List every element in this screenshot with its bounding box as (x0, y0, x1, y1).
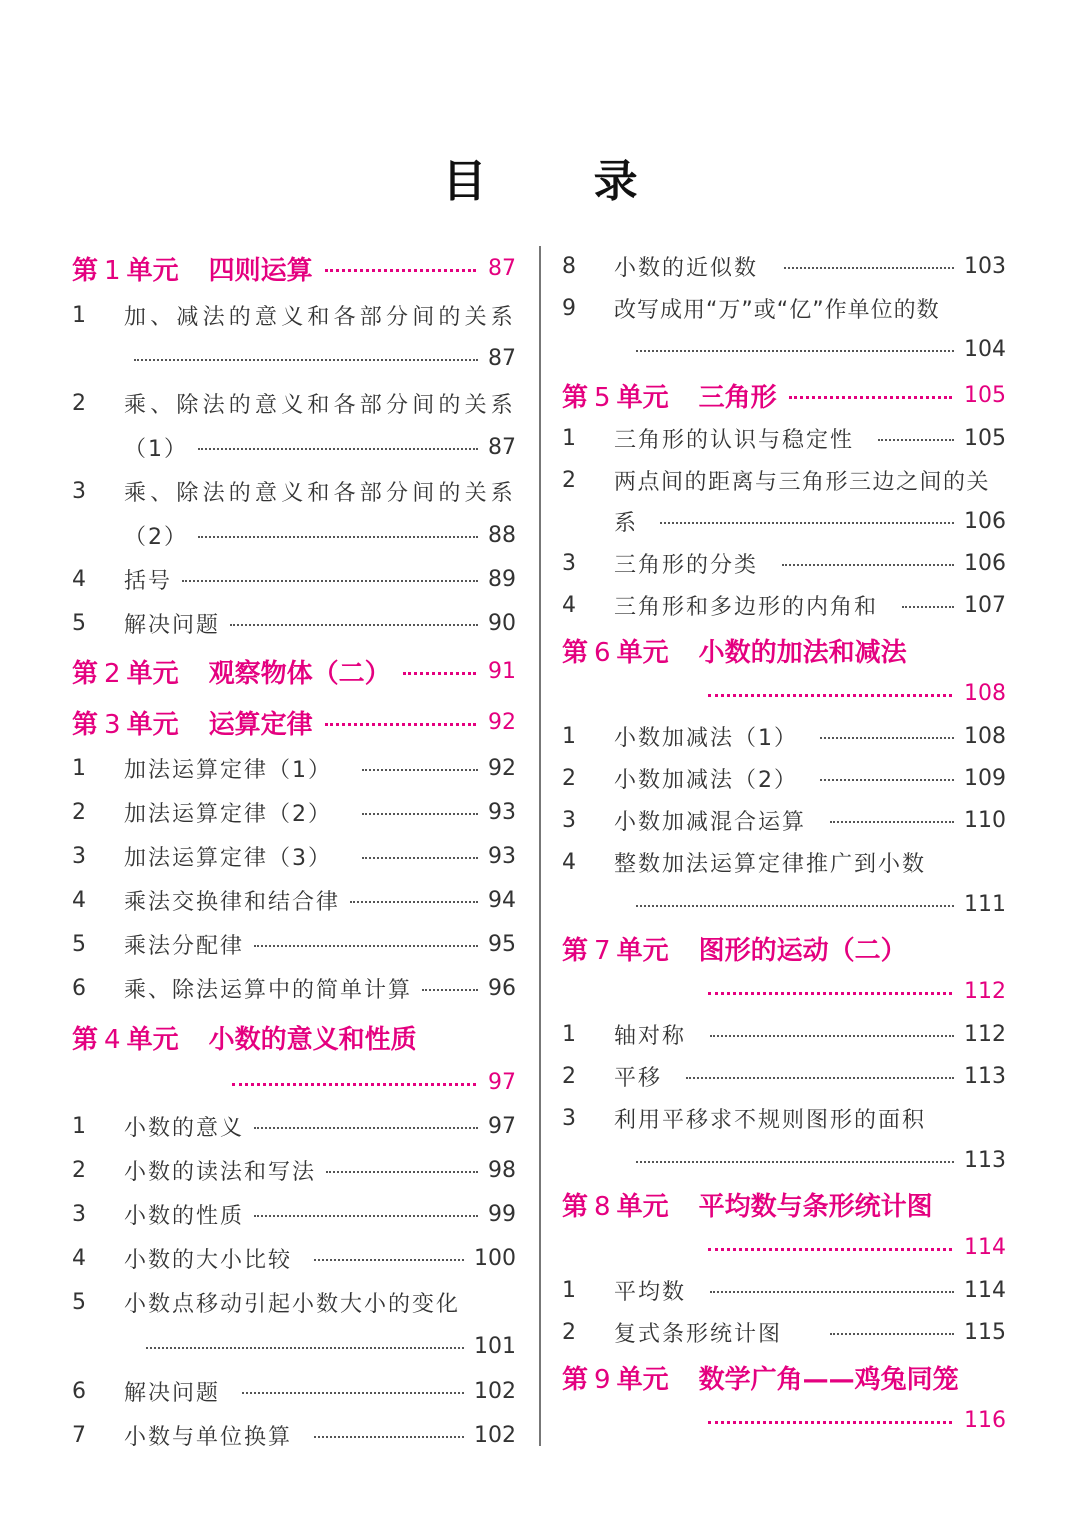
entry-number: 7 (72, 1422, 86, 1448)
unit-2-heading[interactable] (72, 651, 516, 691)
dot-leader (708, 694, 952, 697)
page-number: 103 (964, 253, 1006, 279)
dot-leader (326, 1171, 478, 1173)
entry-title: 整数加法运算定律推广到小数 (614, 851, 927, 877)
entry-number: 2 (72, 1157, 86, 1183)
entry-number: 1 (562, 425, 576, 451)
dot-leader (830, 1333, 954, 1335)
dot-leader (820, 737, 954, 739)
page-number: 97 (488, 1069, 516, 1095)
page-number: 115 (964, 1319, 1006, 1345)
entry-title: 小数加减法（1） (614, 725, 798, 751)
entry-title: 括号 (124, 568, 173, 594)
toc-entry[interactable] (72, 603, 516, 643)
toc-entry[interactable] (562, 585, 1006, 625)
dot-leader (362, 769, 478, 771)
dot-leader (710, 1291, 954, 1293)
page-number: 108 (964, 723, 1006, 749)
dot-leader (820, 779, 954, 781)
entry-title-cont: 系 (614, 510, 639, 536)
dot-leader (784, 267, 954, 269)
entry-number: 3 (72, 1201, 86, 1227)
toc-entry[interactable] (72, 880, 516, 920)
dot-leader (232, 1083, 476, 1086)
entry-title: 乘、除法的意义和各部分间的关系 (124, 480, 518, 506)
unit-label: 第 6 单元 (562, 637, 669, 668)
dot-leader (636, 350, 954, 352)
unit-label: 第 4 单元 (72, 1024, 179, 1055)
unit-title: 四则运算 (208, 255, 313, 286)
page-number: 90 (488, 610, 516, 636)
dot-leader (403, 672, 476, 675)
page-title: 目 录 (442, 156, 684, 207)
unit-7-heading[interactable] (562, 928, 1006, 968)
entry-number: 1 (562, 1021, 576, 1047)
toc-entry[interactable] (562, 1270, 1006, 1310)
toc-entry-continuation[interactable] (72, 338, 516, 378)
entry-title: 利用平移求不规则图形的面积 (614, 1107, 927, 1133)
unit-9-heading[interactable] (562, 1357, 1006, 1397)
unit-label: 第 2 单元 (72, 658, 179, 689)
toc-entry-continuation[interactable] (72, 1326, 516, 1366)
entry-title: 三角形的分类 (614, 552, 759, 578)
toc-entry[interactable] (562, 1098, 1006, 1138)
dot-leader (314, 1259, 464, 1261)
toc-entry-continuation[interactable] (562, 329, 1006, 369)
page-number: 87 (488, 345, 516, 371)
page-number: 114 (964, 1234, 1006, 1260)
unit-5-heading[interactable] (562, 375, 1006, 415)
dot-leader (254, 1215, 478, 1217)
page-number: 100 (474, 1245, 516, 1271)
page-number: 107 (964, 592, 1006, 618)
page-number: 92 (488, 709, 516, 735)
unit-label: 第 9 单元 (562, 1364, 669, 1395)
toc-entry[interactable] (562, 288, 1006, 328)
toc-entry[interactable] (562, 1014, 1006, 1054)
unit-title: 平均数与条形统计图 (698, 1191, 933, 1222)
column-divider (539, 246, 541, 1446)
unit-label: 第 7 单元 (562, 935, 669, 966)
entry-number: 2 (72, 390, 86, 416)
entry-number: 1 (562, 1277, 576, 1303)
toc-entry[interactable] (72, 748, 516, 788)
toc-entry[interactable] (562, 418, 1006, 458)
page-number: 87 (488, 255, 516, 281)
page-number: 94 (488, 887, 516, 913)
entry-title: 加法运算定律（3） (124, 845, 332, 871)
toc-entry[interactable] (562, 1056, 1006, 1096)
entry-number: 2 (562, 765, 576, 791)
entry-title: 小数加减法（2） (614, 767, 798, 793)
toc-entry-continuation[interactable] (562, 884, 1006, 924)
dot-leader (708, 1248, 952, 1251)
unit-label: 第 8 单元 (562, 1191, 669, 1222)
unit-title: 数学广角——鸡兔同笼 (698, 1364, 959, 1395)
dot-leader (708, 1421, 952, 1424)
entry-title: 小数点移动引起小数大小的变化 (124, 1291, 461, 1317)
dot-leader (325, 269, 476, 272)
entry-title: 乘法分配律 (124, 933, 245, 959)
toc-entry-continuation[interactable] (562, 501, 1006, 541)
dot-leader (198, 448, 478, 450)
dot-leader (242, 1392, 464, 1394)
entry-title: 三角形的认识与稳定性 (614, 427, 855, 453)
toc-entry[interactable] (562, 460, 1006, 500)
unit-title: 小数的加法和减法 (698, 637, 907, 668)
page-number: 99 (488, 1201, 516, 1227)
page-number: 112 (964, 1021, 1006, 1047)
dot-leader (422, 989, 478, 991)
unit-title: 三角形 (698, 382, 777, 413)
toc-entry-continuation[interactable] (562, 1140, 1006, 1180)
toc-entry[interactable] (562, 842, 1006, 882)
entry-title: 乘、除法运算中的简单计算 (124, 977, 413, 1003)
entry-number: 3 (72, 843, 86, 869)
page-number: 102 (474, 1422, 516, 1448)
toc-entry[interactable] (72, 1238, 516, 1278)
entry-title: 解决问题 (124, 612, 221, 638)
toc-entry[interactable] (72, 836, 516, 876)
dot-leader (146, 1347, 464, 1349)
entry-number: 4 (562, 849, 576, 875)
toc-entry[interactable] (72, 559, 516, 599)
toc-entry[interactable] (562, 543, 1006, 583)
entry-number: 3 (562, 1105, 576, 1131)
entry-number: 1 (562, 723, 576, 749)
toc-entry[interactable] (72, 1194, 516, 1234)
page-number: 92 (488, 755, 516, 781)
page-number: 105 (964, 425, 1006, 451)
unit-label: 第 3 单元 (72, 709, 179, 740)
entry-number: 2 (562, 1319, 576, 1345)
unit-4-heading[interactable] (72, 1017, 516, 1057)
entry-number: 2 (72, 799, 86, 825)
toc-entry[interactable] (72, 1415, 516, 1455)
entry-title-cont: （2） (124, 524, 188, 550)
entry-title: 轴对称 (614, 1023, 687, 1049)
page-number: 109 (964, 765, 1006, 791)
dot-leader (636, 905, 954, 907)
page-number: 104 (964, 336, 1006, 362)
entry-title: 乘、除法的意义和各部分间的关系 (124, 392, 518, 418)
entry-number: 6 (72, 975, 86, 1001)
dot-leader (636, 1161, 954, 1163)
toc-entry[interactable] (72, 383, 516, 423)
toc-entry[interactable] (562, 800, 1006, 840)
entry-title-cont: （1） (124, 436, 188, 462)
entry-number: 4 (72, 1245, 86, 1271)
page-number: 95 (488, 931, 516, 957)
entry-number: 5 (72, 610, 86, 636)
dot-leader (254, 945, 478, 947)
dot-leader (254, 1127, 478, 1129)
toc-entry[interactable] (72, 1150, 516, 1190)
entry-title: 解决问题 (124, 1380, 221, 1406)
unit-label: 第 1 单元 (72, 255, 179, 286)
toc-entry[interactable] (72, 295, 516, 335)
toc-entry[interactable] (72, 924, 516, 964)
entry-number: 1 (72, 302, 86, 328)
unit-3-heading[interactable] (72, 702, 516, 742)
entry-title: 改写成用“万”或“亿”作单位的数 (614, 297, 940, 323)
dot-leader (362, 857, 478, 859)
unit-6-heading-page[interactable] (562, 673, 1006, 713)
page-number: 97 (488, 1113, 516, 1139)
page-number: 96 (488, 975, 516, 1001)
entry-number: 4 (562, 592, 576, 618)
unit-1-heading[interactable] (72, 248, 516, 288)
unit-title: 图形的运动（二） (698, 935, 907, 966)
dot-leader (878, 439, 954, 441)
dot-leader (182, 580, 478, 582)
page-number: 114 (964, 1277, 1006, 1303)
dot-leader (710, 1035, 954, 1037)
entry-title: 加法运算定律（1） (124, 757, 332, 783)
unit-title: 小数的意义和性质 (208, 1024, 417, 1055)
page-number: 106 (964, 508, 1006, 534)
entry-title: 平均数 (614, 1279, 687, 1305)
unit-title: 运算定律 (208, 709, 313, 740)
page-number: 113 (964, 1063, 1006, 1089)
entry-title: 小数的意义 (124, 1115, 245, 1141)
toc-entry[interactable] (562, 1312, 1006, 1352)
entry-number: 5 (72, 1289, 86, 1315)
page-number: 93 (488, 843, 516, 869)
toc-entry[interactable] (72, 471, 516, 511)
entry-number: 9 (562, 295, 576, 321)
entry-number: 2 (562, 467, 576, 493)
page-number: 106 (964, 550, 1006, 576)
dot-leader (782, 564, 954, 566)
toc-entry[interactable] (72, 968, 516, 1008)
page-number: 108 (964, 680, 1006, 706)
entry-title: 加法运算定律（2） (124, 801, 332, 827)
dot-leader (902, 606, 954, 608)
page-number: 111 (964, 891, 1006, 917)
toc-entry-continuation[interactable] (72, 427, 516, 467)
dot-leader (230, 624, 478, 626)
unit-label: 第 5 单元 (562, 382, 669, 413)
dot-leader (362, 813, 478, 815)
entry-title: 平移 (614, 1065, 663, 1091)
page-number: 88 (488, 522, 516, 548)
unit-6-heading[interactable] (562, 630, 1006, 670)
dot-leader (134, 359, 478, 361)
toc-entry-continuation[interactable] (72, 515, 516, 555)
entry-title: 小数的性质 (124, 1203, 245, 1229)
entry-number: 4 (72, 887, 86, 913)
toc-entry[interactable] (562, 716, 1006, 756)
entry-title: 小数与单位换算 (124, 1424, 293, 1450)
entry-number: 5 (72, 931, 86, 957)
unit-4-heading-page[interactable] (72, 1062, 516, 1102)
page-number: 93 (488, 799, 516, 825)
page-number: 112 (964, 978, 1006, 1004)
entry-number: 1 (72, 755, 86, 781)
toc-entry[interactable] (72, 1371, 516, 1411)
entry-title: 小数的大小比较 (124, 1247, 293, 1273)
dot-leader (708, 992, 952, 995)
page-number: 91 (488, 658, 516, 684)
dot-leader (660, 522, 954, 524)
entry-number: 3 (72, 478, 86, 504)
entry-number: 1 (72, 1113, 86, 1139)
entry-title: 两点间的距离与三角形三边之间的关 (614, 469, 991, 495)
entry-number: 6 (72, 1378, 86, 1404)
entry-number: 3 (562, 807, 576, 833)
unit-7-heading-page[interactable] (562, 971, 1006, 1011)
toc-entry[interactable] (562, 758, 1006, 798)
page-number: 89 (488, 566, 516, 592)
entry-title: 三角形和多边形的内角和 (614, 594, 879, 620)
page-number: 113 (964, 1147, 1006, 1173)
page-number: 98 (488, 1157, 516, 1183)
unit-title: 观察物体（二） (208, 658, 391, 689)
dot-leader (830, 821, 954, 823)
dot-leader (198, 536, 478, 538)
entry-number: 3 (562, 550, 576, 576)
unit-8-heading-page[interactable] (562, 1227, 1006, 1267)
dot-leader (789, 396, 952, 399)
unit-9-heading-page[interactable] (562, 1400, 1006, 1440)
toc-entry[interactable] (72, 1106, 516, 1146)
toc-entry[interactable] (562, 246, 1006, 286)
entry-number: 2 (562, 1063, 576, 1089)
toc-entry[interactable] (72, 792, 516, 832)
entry-title: 加、减法的意义和各部分间的关系 (124, 304, 518, 330)
unit-8-heading[interactable] (562, 1184, 1006, 1224)
page-number: 110 (964, 807, 1006, 833)
entry-number: 4 (72, 566, 86, 592)
dot-leader (350, 901, 478, 903)
dot-leader (686, 1077, 954, 1079)
page-number: 102 (474, 1378, 516, 1404)
entry-number: 8 (562, 253, 576, 279)
dot-leader (325, 723, 476, 726)
page-number: 101 (474, 1333, 516, 1359)
page-number: 105 (964, 382, 1006, 408)
entry-title: 乘法交换律和结合律 (124, 889, 341, 915)
page-number: 116 (964, 1407, 1006, 1433)
dot-leader (314, 1436, 464, 1438)
entry-title: 小数的读法和写法 (124, 1159, 317, 1185)
page-number: 87 (488, 434, 516, 460)
toc-entry[interactable] (72, 1282, 516, 1322)
entry-title: 复式条形统计图 (614, 1321, 783, 1347)
entry-title: 小数的近似数 (614, 255, 759, 281)
entry-title: 小数加减混合运算 (614, 809, 807, 835)
